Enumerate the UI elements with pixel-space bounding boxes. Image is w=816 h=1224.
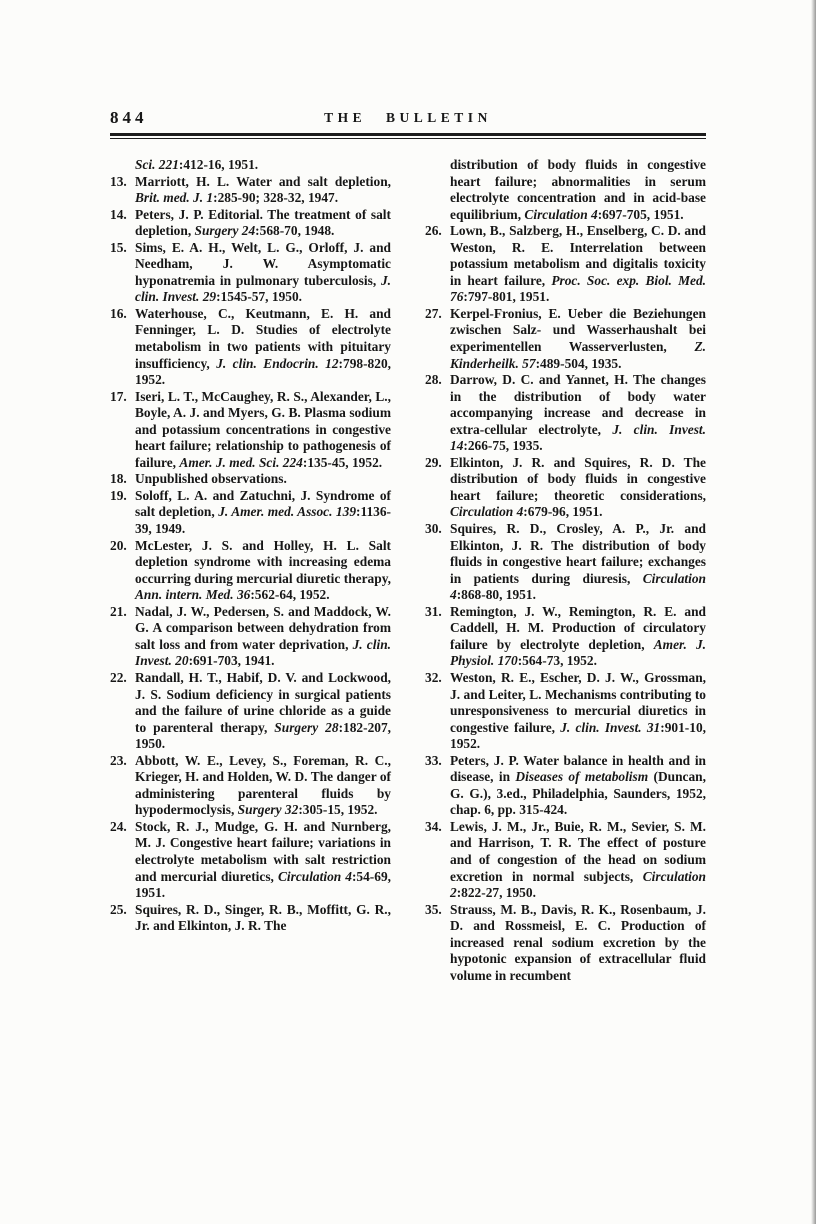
reference-number: 33. bbox=[425, 752, 442, 768]
reference-number: 19. bbox=[110, 487, 127, 503]
journal-title: J. clin. Invest. 29 bbox=[135, 272, 391, 305]
reference-text-segment: :1136-39, 1949. bbox=[135, 504, 391, 537]
journal-title: Surgery 28 bbox=[274, 719, 339, 735]
reference-text-segment: :822-27, 1950. bbox=[456, 885, 536, 901]
header-rule bbox=[110, 133, 706, 139]
reference-text bbox=[135, 389, 391, 470]
journal-title: J. clin. Invest. 14 bbox=[450, 421, 706, 454]
reference-column-right bbox=[425, 157, 706, 984]
journal-title: Diseases of metabolism bbox=[515, 769, 649, 785]
reference-item bbox=[110, 819, 391, 902]
journal-title: Z. Kinderheilk. 57 bbox=[450, 339, 706, 371]
reference-text-segment: Sims, E. A. H., Welt, L. G., Orloff, J. and Needham, J. W. Asymptomatic hyponatremia in pulmonary tuberculosis, bbox=[135, 239, 391, 288]
reference-item bbox=[425, 604, 706, 670]
reference-item bbox=[425, 306, 706, 372]
reference-text-segment: Waterhouse, C., Keutmann, E. H. and Fenninger, L. D. Studies of electrolyte metabolism in two patients with pituitary insufficiency, bbox=[135, 305, 391, 371]
reference-item bbox=[110, 157, 391, 174]
reference-text-segment: Squires, R. D., Singer, R. B., Moffitt, G. R., Jr. and Elkinton, J. R. The bbox=[135, 901, 391, 934]
reference-number: 32. bbox=[425, 669, 442, 685]
journal-title: Circulation 4 bbox=[450, 504, 524, 520]
reference-text-segment: Peters, J. P. Editorial. The treatment of salt depletion, bbox=[135, 206, 391, 239]
reference-text-segment: Lown, B., Salzberg, H., Enselberg, C. D. and Weston, R. E. Interrelation between potassium metabolism and digitalis toxicity in heart failure, bbox=[450, 223, 706, 288]
journal-title: J. Amer. med. Assoc. 139 bbox=[218, 504, 357, 520]
reference-columns bbox=[110, 157, 706, 984]
journal-title: Ann. intern. Med. 36 bbox=[135, 587, 251, 603]
reference-text-segment: :54-69, 1951. bbox=[135, 868, 392, 901]
reference-text-segment: Squires, R. D., Crosley, A. P., Jr. and Elkinton, J. R. The distribution of body fluids in congestive heart failure; exchanges in patients during diuresis, bbox=[450, 521, 706, 586]
reference-item bbox=[110, 488, 391, 538]
journal-title: Circulation 4 bbox=[450, 570, 706, 603]
reference-number: 17. bbox=[110, 388, 127, 404]
reference-text bbox=[135, 538, 391, 603]
reference-number: 21. bbox=[110, 603, 127, 619]
reference-item bbox=[425, 157, 706, 223]
reference-text-segment: Unpublished observations. bbox=[135, 471, 287, 487]
reference-number: 15. bbox=[110, 239, 127, 255]
journal-title: Sci. 221 bbox=[135, 157, 179, 172]
reference-item bbox=[425, 902, 706, 985]
reference-text bbox=[135, 488, 391, 536]
reference-text bbox=[135, 157, 258, 172]
reference-text-segment: Abbott, W. E., Levey, S., Foreman, R. C., Krieger, H. and Holden, W. D. The danger of administering parenteral fluids by hypodermoclysis, bbox=[135, 752, 391, 818]
reference-text-segment: :285-90; 328-32, 1947. bbox=[213, 190, 339, 206]
scan-edge bbox=[811, 0, 816, 1224]
reference-number: 24. bbox=[110, 818, 127, 834]
journal-title: J. clin. Invest. 20 bbox=[135, 636, 391, 669]
reference-text-segment: distribution of body fluids in congestive heart failure; abnormalities in serum electrolyte concentration and in acid-base equilibrium, bbox=[450, 157, 706, 222]
reference-text-segment: :305-15, 1952. bbox=[298, 802, 378, 818]
reference-text bbox=[450, 306, 706, 371]
reference-item bbox=[110, 753, 391, 819]
reference-item bbox=[110, 174, 391, 207]
reference-text-segment: :697-705, 1951. bbox=[597, 206, 684, 222]
reference-text-segment: :135-45, 1952. bbox=[302, 454, 383, 470]
reference-text bbox=[450, 521, 706, 602]
reference-text-segment: :182-207, 1950. bbox=[135, 719, 392, 752]
reference-item bbox=[110, 538, 391, 604]
reference-text-segment: Remington, J. W., Remington, R. E. and Caddell, H. M. Production of circulatory failure by electrolyte depletion, bbox=[450, 603, 706, 652]
reference-number: 26. bbox=[425, 223, 442, 239]
reference-number: 35. bbox=[425, 901, 442, 917]
reference-text bbox=[135, 753, 391, 818]
reference-number: 31. bbox=[425, 603, 442, 619]
reference-item bbox=[425, 372, 706, 455]
journal-title: Surgery 32 bbox=[237, 802, 299, 818]
reference-text-segment: :564-73, 1952. bbox=[517, 653, 597, 669]
reference-item bbox=[110, 306, 391, 389]
journal-title: Proc. Soc. exp. Biol. Med. 76 bbox=[450, 272, 706, 305]
journal-title: J. clin. Endocrin. 12 bbox=[216, 355, 339, 371]
running-title: THE BULLETIN bbox=[324, 110, 492, 125]
reference-item bbox=[425, 819, 706, 902]
journal-title: Brit. med. J. 1 bbox=[135, 190, 214, 206]
reference-text-segment: :691-703, 1941. bbox=[188, 653, 275, 669]
reference-item bbox=[425, 521, 706, 604]
reference-text-segment: Darrow, D. C. and Yannet, H. The changes in the distribution of body water accompanying increase and decrease in extra-cellular electrolyte, bbox=[450, 372, 706, 437]
reference-number: 23. bbox=[110, 752, 127, 768]
journal-title: Circulation 4 bbox=[277, 868, 352, 884]
reference-number: 27. bbox=[425, 305, 442, 321]
reference-text bbox=[450, 372, 706, 453]
reference-text-segment: :562-64, 1952. bbox=[250, 587, 330, 603]
reference-number: 16. bbox=[110, 305, 127, 321]
journal-title: Amer. J. Physiol. 170 bbox=[450, 636, 706, 669]
reference-text-segment: Iseri, L. T., McCaughey, R. S., Alexander, L., Boyle, A. J. and Myers, G. B. Plasma sodium and potassium concentrations in congestive heart failure; relationship to pathogenesis of failure, bbox=[135, 388, 391, 470]
reference-text-segment: :868-80, 1951. bbox=[456, 587, 536, 603]
reference-item bbox=[110, 604, 391, 670]
reference-number: 28. bbox=[425, 372, 442, 388]
reference-text-segment: :797-801, 1951. bbox=[463, 289, 550, 305]
reference-text-segment: Randall, H. T., Habif, D. V. and Lockwood, J. S. Sodium deficiency in surgical patients and the failure of urine chloride as a guide to parenteral therapy, bbox=[135, 669, 391, 735]
reference-text-segment: Kerpel-Fronius, E. Ueber die Beziehungen zwischen Salz- und Wasserhaushalt bei experimentellen Wasserverlusten, bbox=[450, 305, 706, 355]
reference-text bbox=[450, 604, 706, 669]
page-number: 844 bbox=[110, 108, 148, 127]
reference-text bbox=[450, 157, 706, 222]
reference-number: 34. bbox=[425, 818, 442, 834]
reference-text-segment: Nadal, J. W., Pedersen, S. and Maddock, W. G. A comparison between dehydration from salt loss and from water deprivation, bbox=[135, 603, 391, 652]
reference-text-segment: :568-70, 1948. bbox=[255, 223, 335, 239]
reference-text bbox=[135, 471, 287, 486]
reference-text bbox=[450, 223, 706, 304]
reference-item bbox=[110, 471, 391, 488]
reference-text bbox=[450, 902, 706, 983]
reference-number: 25. bbox=[110, 901, 127, 917]
reference-number: 30. bbox=[425, 521, 442, 537]
reference-number: 29. bbox=[425, 454, 442, 470]
reference-text bbox=[135, 207, 391, 239]
reference-text-segment: (Duncan, G. G.), 3.ed., Philadelphia, Saunders, 1952, chap. 6, pp. 315-424. bbox=[450, 769, 706, 818]
reference-text-segment: :266-75, 1935. bbox=[463, 438, 543, 454]
reference-text-segment: :489-504, 1935. bbox=[535, 355, 622, 371]
reference-text bbox=[135, 819, 391, 900]
reference-text-segment: Strauss, M. B., Davis, R. K., Rosenbaum, J. D. and Rossmeisl, E. C. Production of increased renal sodium excretion by the hypotonic expansion of extracellular fluid volume in recumbent bbox=[450, 901, 706, 983]
reference-item bbox=[110, 389, 391, 472]
reference-text-segment: Marriott, H. L. Water and salt depletion, bbox=[135, 173, 391, 189]
reference-item bbox=[425, 670, 706, 753]
reference-number: 14. bbox=[110, 206, 127, 222]
reference-item bbox=[110, 207, 391, 240]
reference-text bbox=[450, 455, 706, 520]
reference-text bbox=[135, 174, 391, 206]
reference-text-segment: :901-10, 1952. bbox=[450, 719, 707, 752]
reference-item bbox=[110, 902, 391, 935]
reference-text bbox=[135, 902, 391, 934]
journal-title: Circulation 2 bbox=[450, 868, 706, 901]
reference-text bbox=[135, 604, 391, 669]
reference-text-segment: Weston, R. E., Escher, D. J. W., Grossman, J. and Leiter, L. Mechanisms contributing to unresponsiveness to mercurial diuretics in congestive failure, bbox=[450, 669, 706, 735]
journal-title: Circulation 4 bbox=[524, 206, 598, 222]
reference-text bbox=[450, 819, 706, 900]
reference-number: 20. bbox=[110, 537, 127, 553]
reference-text-segment: McLester, J. S. and Holley, H. L. Salt depletion syndrome with increasing edema occurring during mercurial diuretic therapy, bbox=[135, 537, 391, 586]
reference-text-segment: Elkinton, J. R. and Squires, R. D. The distribution of body fluids in congestive heart failure; theoretic considerations, bbox=[450, 454, 706, 503]
page-header bbox=[110, 104, 706, 128]
journal-title: J. clin. Invest. 31 bbox=[560, 719, 661, 735]
reference-number: 22. bbox=[110, 669, 127, 685]
journal-title: Amer. J. med. Sci. 224 bbox=[179, 454, 303, 470]
reference-text bbox=[450, 753, 706, 818]
reference-text bbox=[450, 670, 706, 751]
reference-text-segment: Soloff, L. A. and Zatuchni, J. Syndrome of salt depletion, bbox=[135, 487, 391, 520]
reference-text-segment: :1545-57, 1950. bbox=[216, 289, 303, 305]
reference-text-segment: Peters, J. P. Water balance in health and in disease, in bbox=[450, 752, 706, 785]
reference-item bbox=[110, 240, 391, 306]
reference-item bbox=[425, 223, 706, 306]
reference-text bbox=[135, 306, 391, 387]
reference-text-segment: :798-820, 1952. bbox=[135, 355, 391, 388]
reference-text bbox=[135, 240, 391, 305]
reference-item bbox=[110, 670, 391, 753]
reference-number: 13. bbox=[110, 173, 127, 189]
reference-item bbox=[425, 753, 706, 819]
reference-text bbox=[135, 670, 391, 751]
reference-text-segment: Stock, R. J., Mudge, G. H. and Nurnberg, M. J. Congestive heart failure; variations in electrolyte metabolism with salt restriction and mercurial diuretics, bbox=[135, 818, 391, 884]
reference-number: 18. bbox=[110, 471, 127, 487]
journal-title: Surgery 24 bbox=[194, 223, 256, 239]
reference-text-segment: :679-96, 1951. bbox=[523, 504, 603, 520]
reference-column-left bbox=[110, 157, 391, 984]
reference-text-segment: :412-16, 1951. bbox=[178, 157, 259, 172]
reference-item bbox=[425, 455, 706, 521]
reference-text-segment: Lewis, J. M., Jr., Buie, R. M., Sevier, S. M. and Harrison, T. R. The effect of posture and of congestion of the head on sodium excretion in normal subjects, bbox=[450, 818, 706, 884]
